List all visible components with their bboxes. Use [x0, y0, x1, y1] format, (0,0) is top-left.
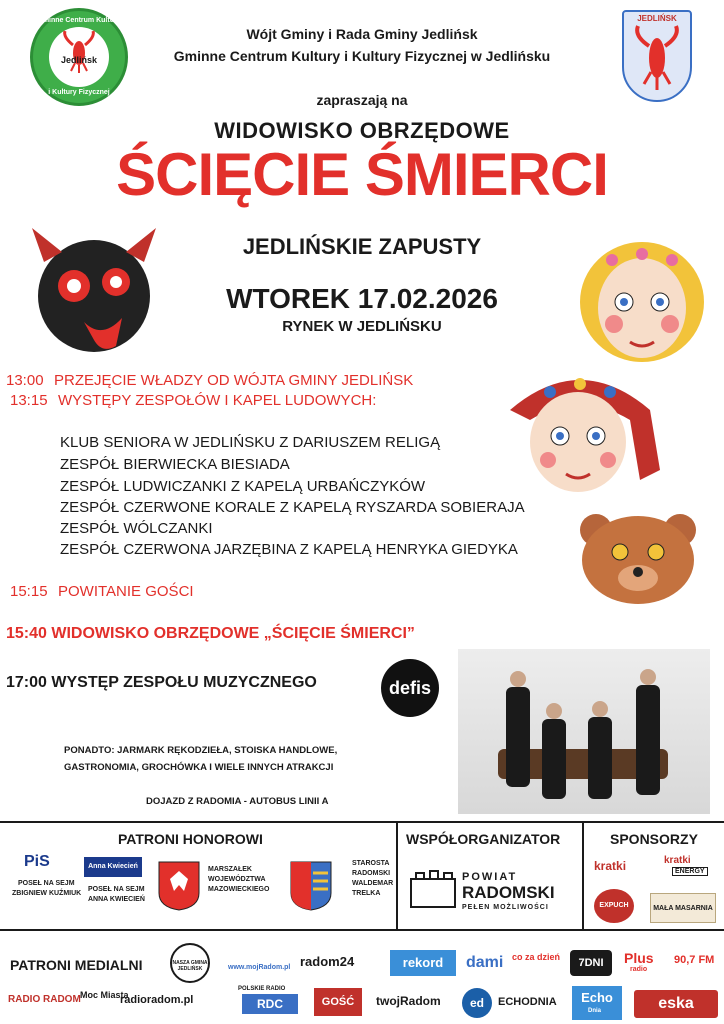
main-show: 15:40 WIDOWISKO OBRZĘDOWE „ŚCIĘCIE ŚMIERCI”	[6, 625, 415, 642]
radioradom-pl-logo: radioradom.pl	[120, 994, 194, 1006]
blonde-girl-mask-illustration	[572, 234, 712, 364]
coorganizer-title: WSPÓŁORGANIZATOR	[406, 831, 561, 847]
radom-county-crest-icon	[290, 861, 332, 911]
schedule-time: 13:15	[10, 392, 48, 409]
event-date: WTOREK 17.02.2026	[226, 283, 498, 314]
schedule-item	[6, 372, 413, 389]
echodnia-icon: ed	[462, 988, 492, 1018]
moc-miasta-logo: Moc Miasta	[80, 990, 129, 1000]
defis-logo: defis	[381, 659, 439, 717]
gck-logo-bottom-text: i Kultury Fizycznej	[48, 89, 110, 96]
concert: 17:00 WYSTĘP ZESPOŁU MUZYCZNEGO	[6, 674, 317, 691]
radio-plus-logo: Plus	[624, 950, 654, 966]
schedule-text: POWITANIE GOŚCI	[58, 583, 194, 600]
siedem-dni-logo: 7DNI	[570, 950, 612, 976]
band-item: ZESPÓŁ WÓLCZANKI	[60, 520, 213, 537]
media-patrons-title: PATRONI MEDIALNI	[10, 957, 143, 973]
radio-plus-sub: radio	[630, 966, 648, 973]
invite-text: zapraszają na	[316, 92, 408, 108]
powiat-radomski-emblem-icon	[410, 869, 456, 909]
kwiecien-logo: Anna Kwiecień	[84, 857, 142, 877]
marshal-caption-3: MAZOWIECKIEGO	[208, 886, 270, 893]
echo-dnia-sub: Dnia	[588, 1008, 602, 1014]
organizer-line-1: Wójt Gminy i Rada Gminy Jedlińsk	[246, 26, 478, 42]
radom24-logo: radom24	[300, 954, 355, 969]
schedule-item	[10, 392, 376, 409]
band-item: ZESPÓŁ CZERWONE KORALE Z KAPELĄ RYSZARDA SOBIERAJA	[60, 499, 525, 516]
band-item: ZESPÓŁ CZERWONA JARZĘBINA Z KAPELĄ HENRYKA GIEDYKA	[60, 541, 518, 558]
schedule-time: 15:15	[10, 583, 48, 600]
powiat-label-1: POWIAT	[462, 871, 518, 883]
expuch-logo: EXPUCH	[594, 889, 634, 923]
kwiecien-caption-2: ANNA KWIECIEŃ	[88, 896, 145, 903]
pis-caption-2: ZBIGNIEW KUŹMIUK	[12, 890, 82, 897]
headscarf-girl-mask-illustration	[490, 360, 670, 498]
echodnia-logo: ECHODNIA	[498, 996, 557, 1008]
polskie-radio-label: POLSKIE RADIO	[238, 986, 286, 992]
gosc-logo: GOŚĆ	[314, 988, 362, 1016]
pis-logo: PiS	[24, 853, 50, 870]
event-subtitle: JEDLIŃSKIE ZAPUSTY	[242, 234, 482, 259]
extras-line-2: GASTRONOMIA, GROCHÓWKA I WIELE INNYCH ATRAKCJI	[64, 762, 334, 773]
transport-info: DOJAZD Z RADOMIA - AUTOBUS LINII A	[146, 796, 329, 807]
crest-label: JEDLIŃSK	[637, 14, 677, 23]
co-za-dzien-logo: co za dzień	[512, 952, 561, 962]
schedule-item-welcome	[10, 583, 194, 600]
devil-mask-illustration	[24, 222, 164, 362]
echo-dnia-logo	[572, 986, 622, 1020]
mojradom-logo: www.mojRadom.pl	[228, 964, 291, 971]
mala-masarnia-logo: MAŁA MASARNIA	[650, 893, 716, 923]
band-item: KLUB SENIORA W JEDLIŃSKU Z DARIUSZEM RELIGĄ	[60, 434, 441, 451]
schedule-text: WYSTĘPY ZESPOŁÓW I KAPEL LUDOWYCH:	[58, 392, 377, 409]
radio-rekord-logo: rekord	[390, 950, 456, 976]
echo-dnia-title: Echo	[581, 990, 613, 1005]
band-item: ZESPÓŁ BIERWIECKA BIESIADA	[60, 456, 290, 473]
organizer-line-2: Gminne Centrum Kultury i Kultury Fizycznej w Jedlińsku	[173, 48, 551, 64]
powiat-label-2: RADOMSKI	[462, 883, 555, 902]
kratki-energy-sub: ENERGY	[672, 867, 708, 876]
marshal-caption-1: MARSZAŁEK	[208, 866, 252, 873]
marshal-caption-2: WOJEWÓDZTWA	[208, 876, 266, 883]
pis-caption-1: POSEŁ NA SEJM	[18, 880, 75, 887]
eska-logo: eska	[634, 990, 718, 1018]
radio-radom-logo: RADIO RADOM	[8, 994, 81, 1005]
bear-mask-illustration	[574, 508, 702, 606]
schedule-time: 13:00	[6, 372, 44, 389]
radio-plus-frequency: 90,7 FM	[674, 954, 715, 966]
event-title: ŚCIĘCIE ŚMIERCI	[116, 141, 608, 208]
band-photo	[458, 649, 710, 814]
mazovia-eagle-crest-icon	[158, 861, 200, 911]
sponsors-title: SPONSORZY	[610, 831, 698, 847]
starost-caption-2: RADOMSKI	[352, 870, 391, 877]
kratki-energy-logo: kratki	[664, 855, 691, 866]
event-place: RYNEK W JEDLIŃSKU	[282, 318, 442, 335]
partners-section	[0, 821, 724, 931]
starost-caption-1: STAROSTA	[352, 860, 390, 867]
nasza-gmina-logo: NASZA GMINA JEDLIŃSK	[170, 943, 210, 983]
kratki-logo: kratki	[594, 859, 627, 873]
starost-caption-4: TRELKA	[352, 890, 381, 897]
powiat-label-3: PEŁEN MOŻLIWOŚCI	[462, 904, 549, 911]
gck-logo-top-text: Gminne Centrum Kultury	[37, 17, 121, 24]
dami-logo: dami	[466, 954, 504, 971]
band-item: ZESPÓŁ LUDWICZANKI Z KAPELĄ URBAŃCZYKÓW	[60, 478, 426, 495]
rdc-logo: RDC	[242, 994, 298, 1014]
schedule-text: PRZEJĘCIE WŁADZY OD WÓJTA GMINY JEDLIŃSK	[54, 372, 414, 389]
honorary-patrons-title: PATRONI HONOROWI	[118, 831, 263, 847]
gck-logo-name: Jedlińsk	[60, 55, 98, 65]
starost-caption-3: WALDEMAR	[352, 880, 394, 887]
event-type: WIDOWISKO OBRZĘDOWE	[214, 118, 510, 143]
extras-line-1: PONADTO: JARMARK RĘKODZIEŁA, STOISKA HANDLOWE,	[64, 745, 338, 756]
twoj-radom-logo: twojRadom	[376, 994, 441, 1008]
kwiecien-caption-1: POSEŁ NA SEJM	[88, 886, 145, 893]
